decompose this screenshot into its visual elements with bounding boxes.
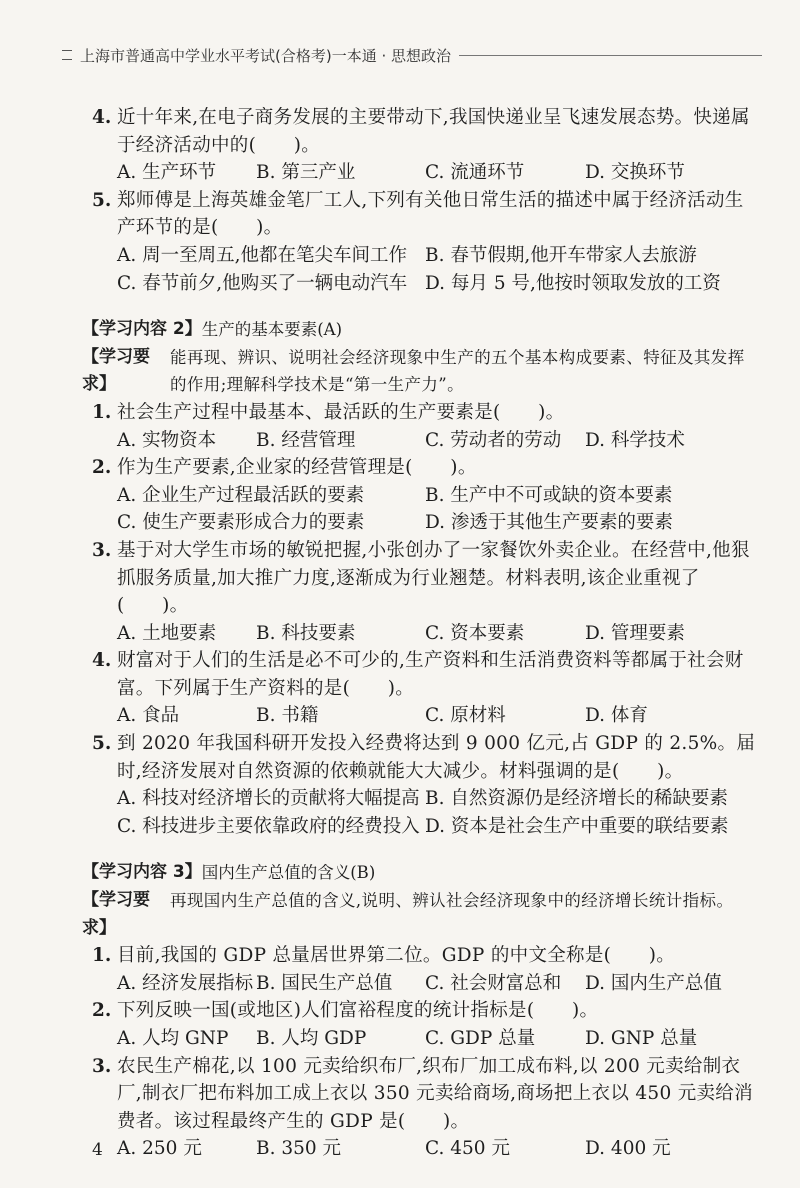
answer-option: B. 国民生产总值 bbox=[256, 972, 393, 994]
section-title: 国内生产总值的含义(B) bbox=[201, 863, 376, 883]
answer-options bbox=[92, 427, 760, 455]
question-number: 5. bbox=[92, 189, 112, 211]
answer-option: A. 人均 GNP bbox=[117, 1028, 229, 1049]
answer-option: A. 土地要素 bbox=[117, 622, 217, 644]
section-tag: 【学习内容 3】 bbox=[82, 862, 202, 883]
answer-option: C. 450 元 bbox=[425, 1138, 510, 1160]
question bbox=[92, 187, 760, 242]
answer-options bbox=[92, 159, 760, 187]
answer-option: D. 国内生产总值 bbox=[585, 972, 722, 994]
requirement-text: 再现国内生产总值的含义,说明、辨认社会经济现象中的经济增长统计指标。 bbox=[170, 891, 734, 911]
requirement-text: 能再现、辨识、说明社会经济现象中生产的五个基本构成要素、特征及其发挥的作用;理解科学技术是“第一生产力”。 bbox=[170, 347, 745, 395]
page-number: 4 bbox=[92, 1140, 103, 1160]
section-tag: 【学习内容 2】 bbox=[82, 319, 202, 340]
answer-option: D. 每月 5 号,他按时领取发放的工资 bbox=[425, 272, 721, 294]
answer-option: B. 自然资源仍是经济增长的稀缺要素 bbox=[425, 788, 728, 810]
answer-options bbox=[92, 1025, 760, 1053]
answer-option: A. 周一至周五,他都在笔尖车间工作 bbox=[117, 244, 408, 266]
answer-option: A. 企业生产过程最活跃的要素 bbox=[117, 484, 365, 506]
question-text: 农民生产棉花,以 100 元卖给织布厂,织布厂加工成布料,以 200 元卖给制衣厂,制衣厂把布料加工成上衣以 350 元卖给商场,商场把上衣以 450 元卖给消费者。该过程最终产生的 GDP 是( )。 bbox=[117, 1055, 753, 1132]
answer-option: D. 资本是社会生产中重要的联结要素 bbox=[425, 815, 729, 837]
question-number: 2. bbox=[92, 1000, 112, 1022]
question-number: 1. bbox=[92, 945, 112, 967]
section-heading-row bbox=[82, 316, 760, 344]
question-text: 社会生产过程中最基本、最活跃的生产要素是( )。 bbox=[117, 401, 565, 423]
answer-option: B. 生产中不可或缺的资本要素 bbox=[425, 484, 673, 506]
learning-requirement bbox=[82, 344, 760, 399]
answer-option: C. 使生产要素形成合力的要素 bbox=[117, 512, 365, 534]
answer-options bbox=[92, 620, 760, 648]
answer-option: B. 书籍 bbox=[256, 705, 319, 727]
answer-option: B. 第三产业 bbox=[256, 162, 356, 184]
section-heading bbox=[82, 859, 760, 887]
section-title: 生产的基本要素(A) bbox=[201, 320, 343, 340]
question-text: 近十年来,在电子商务发展的主要带动下,我国快递业呈飞速发展态势。快递属于经济活动中的( )。 bbox=[117, 107, 750, 156]
answer-option: B. 人均 GDP bbox=[256, 1028, 367, 1049]
answer-option: C. 科技进步主要依靠政府的经费投入 bbox=[117, 815, 420, 837]
answer-option: A. 食品 bbox=[117, 705, 180, 727]
answer-option: D. 科学技术 bbox=[585, 429, 685, 451]
answer-options bbox=[92, 1135, 760, 1163]
answer-option: A. 经济发展指标 bbox=[117, 972, 254, 994]
answer-option: A. 实物资本 bbox=[117, 429, 217, 451]
question-number: 4. bbox=[92, 107, 112, 128]
question-number: 5. bbox=[92, 733, 112, 755]
answer-option: A. 科技对经济增长的贡献将大幅提高 bbox=[117, 788, 420, 810]
question bbox=[92, 104, 760, 159]
answer-option: C. 资本要素 bbox=[425, 622, 525, 644]
question bbox=[92, 997, 760, 1025]
question-text: 财富对于人们的生活是必不可少的,生产资料和生活消费资料等都属于社会财富。下列属于生产资料的是( )。 bbox=[117, 650, 744, 699]
answer-option: C. 原材料 bbox=[425, 705, 506, 727]
question bbox=[92, 942, 760, 970]
question bbox=[92, 730, 760, 785]
answer-option: B. 经营管理 bbox=[256, 429, 356, 451]
answer-option: C. 社会财富总和 bbox=[425, 972, 562, 994]
answer-option: D. 400 元 bbox=[585, 1138, 671, 1160]
question-text: 目前,我国的 GDP 总量居世界第二位。GDP 的中文全称是( )。 bbox=[117, 945, 676, 967]
question-text: 作为生产要素,企业家的经营管理是( )。 bbox=[117, 457, 477, 479]
answer-option: D. 渗透于其他生产要素的要素 bbox=[425, 512, 673, 534]
answer-option: C. 流通环节 bbox=[425, 162, 525, 184]
question bbox=[92, 1053, 760, 1136]
running-header bbox=[62, 44, 762, 66]
answer-options bbox=[92, 702, 760, 730]
header-rule bbox=[459, 55, 762, 56]
answer-option: C. 春节前夕,他购买了一辆电动汽车 bbox=[117, 272, 408, 294]
answer-options bbox=[92, 242, 760, 297]
section-heading bbox=[82, 316, 760, 344]
requirement-tag: 【学习要求】 bbox=[82, 346, 150, 395]
question-text: 郑师傅是上海英雄金笔厂工人,下列有关他日常生活的描述中属于经济活动生产环节的是( )。 bbox=[117, 189, 744, 239]
question bbox=[92, 399, 760, 427]
question-text: 到 2020 年我国科研开发投入经费将达到 9 000 亿元,占 GDP 的 2.5%。届时,经济发展对自然资源的依赖就能大大减少。材料强调的是( )。 bbox=[117, 733, 756, 782]
section-heading-row bbox=[82, 859, 760, 887]
answer-option: A. 250 元 bbox=[117, 1138, 202, 1160]
question-text: 下列反映一国(或地区)人们富裕程度的统计指标是( )。 bbox=[117, 1000, 599, 1022]
answer-option: B. 春节假期,他开车带家人去旅游 bbox=[425, 244, 697, 266]
question bbox=[92, 647, 760, 702]
page-content bbox=[82, 104, 760, 1163]
answer-option: D. 管理要素 bbox=[585, 622, 685, 644]
answer-options bbox=[92, 482, 760, 537]
question bbox=[92, 537, 760, 620]
book-title: 上海市普通高中学业水平考试(合格考)一本通 · 思想政治 bbox=[80, 46, 452, 65]
answer-option: C. GDP 总量 bbox=[425, 1028, 536, 1049]
question-number: 4. bbox=[92, 650, 112, 672]
header-mark-icon bbox=[62, 50, 72, 60]
learning-requirement bbox=[82, 887, 760, 942]
answer-option: D. GNP 总量 bbox=[585, 1028, 698, 1049]
answer-option: B. 科技要素 bbox=[256, 622, 356, 644]
question bbox=[92, 454, 760, 482]
question-number: 3. bbox=[92, 539, 112, 561]
answer-options bbox=[92, 785, 760, 840]
question-number: 3. bbox=[92, 1055, 112, 1077]
answer-options bbox=[92, 970, 760, 998]
answer-option: C. 劳动者的劳动 bbox=[425, 429, 562, 451]
answer-option: D. 交换环节 bbox=[585, 162, 685, 184]
question-text: 基于对大学生市场的敏锐把握,小张创办了一家餐饮外卖企业。在经营中,他狠抓服务质量,加大推广力度,逐渐成为行业翘楚。材料表明,该企业重视了( )。 bbox=[117, 539, 750, 617]
answer-option: A. 生产环节 bbox=[117, 162, 217, 184]
answer-option: D. 体育 bbox=[585, 705, 648, 727]
answer-option: B. 350 元 bbox=[256, 1138, 342, 1160]
question-number: 1. bbox=[92, 401, 112, 423]
question-number: 2. bbox=[92, 457, 112, 479]
requirement-tag: 【学习要求】 bbox=[82, 890, 150, 938]
